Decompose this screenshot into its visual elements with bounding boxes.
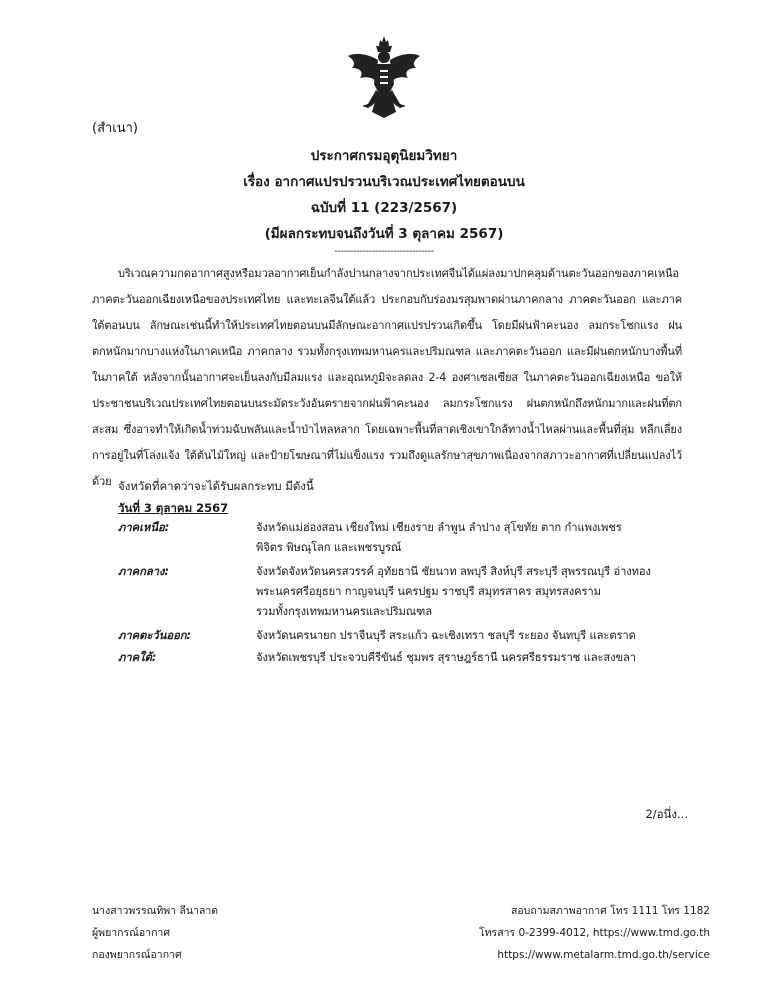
garuda-emblem-icon <box>346 34 422 120</box>
contact-service-url: https://www.metalarm.tmd.go.th/service <box>497 949 710 961</box>
page-continuation: 2/อนึ่ง... <box>645 807 688 821</box>
contact-phone: สอบถามสภาพอากาศ โทร 1111 โทร 1182 <box>510 905 710 917</box>
divider-line: -------------------------------- <box>334 246 434 257</box>
region-name: ภาคตะวันออก: <box>118 629 192 642</box>
forecaster-name: นางสาวพรรณทิพา ลีนาลาด <box>92 905 219 917</box>
region-provinces: จังหวัดแม่ฮ่องสอน เชียงใหม่ เชียงราย ลำพูน ลำปาง สุโขทัย ตาก กำแพงเพชร พิจิตร พิษณุโลก และเพชรบูรณ์ <box>256 521 622 554</box>
region-name: ภาคใต้: <box>118 651 157 664</box>
region-name: ภาคเหนือ: <box>118 521 170 534</box>
announcement-subject: เรื่อง อากาศแปรปรวนบริเวณประเทศไทยตอนบน <box>243 174 525 190</box>
forecaster-title: ผู้พยากรณ์อากาศ <box>92 927 170 939</box>
contact-fax-website: โทรสาร 0-2399-4012, https://www.tmd.go.th <box>479 927 710 939</box>
region-provinces: จังหวัดนครนายก ปราจีนบุรี สระแก้ว ฉะเชิงเทรา ชลบุรี ระยอง จันทบุรี และตราด <box>256 629 636 642</box>
announcement-title: ประกาศกรมอุตุนิยมวิทยา <box>310 148 458 164</box>
region-provinces: จังหวัดจังหวัดนครสวรรค์ อุทัยธานี ชัยนาท ลพบุรี สิงห์บุรี สระบุรี สุพรรณบุรี อ่างทอง พระนครศรีอยุธยา กาญจนบุรี นครปฐม ราชบุรี สมุทรสาคร สมุทรสงคราม รวมทั้งกรุงเทพมหานครและปริมณฑล <box>256 565 651 618</box>
copy-mark: (สำเนา) <box>92 121 139 136</box>
region-provinces: จังหวัดเพชรบุรี ประจวบคีรีขันธ์ ชุมพร สุราษฎร์ธานี นครศรีธรรมราช และสงขลา <box>256 651 636 664</box>
forecaster-division: กองพยากรณ์อากาศ <box>92 949 182 961</box>
region-name: ภาคกลาง: <box>118 565 169 578</box>
affected-date: วันที่ 3 ตุลาคม 2567 <box>118 501 229 515</box>
body-paragraph: บริเวณความกดอากาศสูงหรือมวลอากาศเย็นกำลังปานกลางจากประเทศจีนได้แผ่ลงมาปกคลุมด้านตะวันออกของภาคเหนือ ภาคตะวันออกเฉียงเหนือของประเทศไทย และทะเลจีนใต้แล้ว ประกอบกับร่องมรสุมพาดผ่านภาคกลาง ภาคตะวันออก และภาคใต้ตอนบน ลักษณะเช่นนี้ทำให้ประเทศไทยตอนบนมีลักษณะอากาศแปรปรวนเกิดขึ้น โดยมีฝนฟ้าคะนอง ลมกระโชกแรง ฝนตกหนักมากบางแห่งในภาคเหนือ ภาคกลาง รวมทั้งกรุงเทพมหานครและปริมณฑล และภาคตะวันออก และมีฝนตกหนักบางพื้นที่ในภาคใต้ หลังจากนั้นอากาศจะเย็นลงกับมีลมแรง และอุณหภูมิจะลดลง 2-4 องศาเซลเซียส ในภาคตะวันออกเฉียงเหนือ ขอให้ประชาชนบริเวณประเทศไทยตอนบนระมัดระวังอันตรายจากฝนฟ้าคะนอง ลมกระโชกแรง ฝนตกหนักถึงหนักมากและฝนที่ตกสะสม ซึ่งอาจทำให้เกิดน้ำท่วมฉับพลันและน้ำป่าไหลหลาก โดยเฉพาะพื้นที่ลาดเชิงเขาใกล้ทางน้ำไหลผ่านและพื้นที่ลุ่ม หลีกเลี่ยงการอยู่ในที่โล่งแจ้ง ใต้ต้นไม้ใหญ่ และป้ายโฆษณาที่ไม่แข็งแรง รวมถึงดูแลรักษาสุขภาพเนื่องจากสภาวะอากาศที่เปลี่ยนแปลงไว้ด้วย <box>92 267 682 488</box>
affected-intro: จังหวัดที่คาดว่าจะได้รับผลกระทบ มีดังนี้ <box>118 479 314 493</box>
announcement-effective: (มีผลกระทบจนถึงวันที่ 3 ตุลาคม 2567) <box>264 226 504 242</box>
footer-signatory <box>92 900 218 966</box>
footer-contact <box>479 900 710 966</box>
announcement-issue: ฉบับที่ 11 (223/2567) <box>310 200 458 216</box>
